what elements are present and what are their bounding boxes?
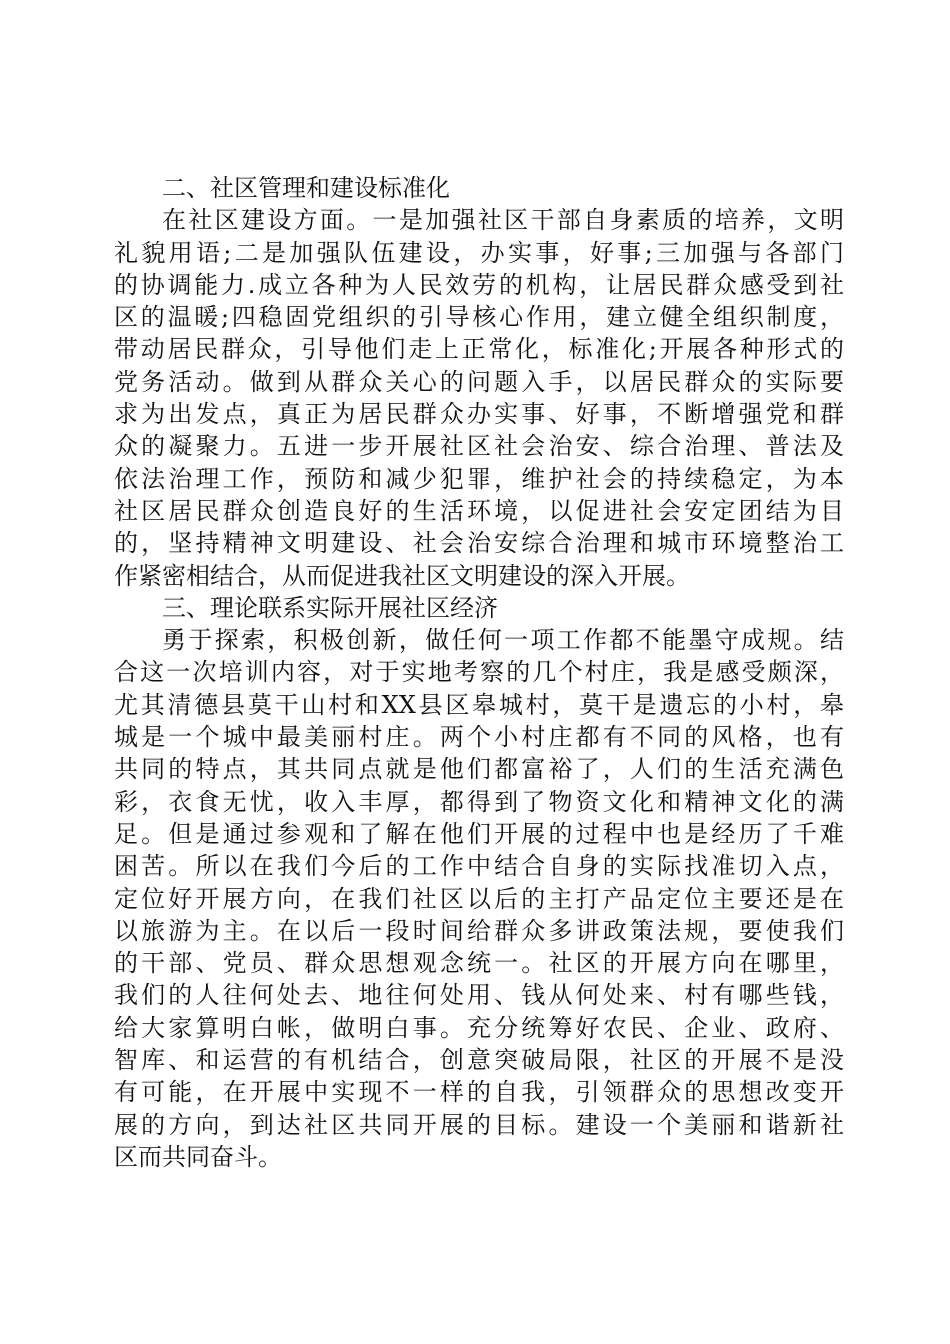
section-heading-3: 三、理论联系实际开展社区经济	[162, 593, 498, 622]
paragraph-line: 的，坚持精神文明建设、社会治安综合治理和城市环境整治工	[114, 529, 844, 558]
paragraph-line: 合这一次培训内容，对于实地考察的几个村庄，我是感受颇深，	[114, 658, 844, 687]
paragraph-line: 依法治理工作，预防和减少犯罪，维护社会的持续稳定，为本	[114, 464, 844, 493]
paragraph-line: 勇于探索，积极创新，做任何一项工作都不能墨守成规。结	[162, 626, 844, 655]
paragraph-line: 彩，衣食无忧，收入丰厚，都得到了物资文化和精神文化的满	[114, 787, 844, 816]
paragraph-line: 以旅游为主。在以后一段时间给群众多讲政策法规，要使我们	[114, 916, 844, 945]
paragraph-line: 困苦。所以在我们今后的工作中结合自身的实际找准切入点，	[114, 852, 844, 881]
paragraph-line: 尤其清德县莫干山村和XX县区皋城村，莫干是遗忘的小村，皋	[114, 690, 844, 719]
section-heading-2: 二、社区管理和建设标准化	[162, 174, 450, 202]
paragraph-line: 的干部、党员、群众思想观念统一。社区的开展方向在哪里，	[114, 949, 844, 978]
paragraph-line: 展的方向，到达社区共同开展的目标。建设一个美丽和谐新社	[114, 1110, 844, 1139]
paragraph-line: 给大家算明白帐，做明白事。充分统筹好农民、企业、政府、	[114, 1013, 844, 1042]
paragraph-line: 求为出发点，真正为居民群众办实事、好事，不断增强党和群	[114, 400, 844, 429]
paragraph-line: 党务活动。做到从群众关心的问题入手，以居民群众的实际要	[114, 367, 844, 396]
document-body	[114, 172, 844, 1173]
paragraph-line: 礼貌用语;二是加强队伍建设，办实事，好事;三加强与各部门	[114, 238, 844, 267]
paragraph-line: 定位好开展方向，在我们社区以后的主打产品定位主要还是在	[114, 884, 844, 913]
paragraph-line: 我们的人往何处去、地往何处用、钱从何处来、村有哪些钱，	[114, 981, 844, 1010]
paragraph-line: 有可能，在开展中实现不一样的自我，引领群众的思想改变开	[114, 1078, 844, 1107]
paragraph-line: 共同的特点，其共同点就是他们都富裕了，人们的生活充满色	[114, 755, 844, 784]
paragraph-line: 社区居民群众创造良好的生活环境，以促进社会安定团结为目	[114, 496, 844, 525]
paragraph-line: 城是一个城中最美丽村庄。两个小村庄都有不同的风格，也有	[114, 723, 844, 752]
paragraph-line: 的协调能力.成立各种为人民效劳的机构，让居民群众感受到社	[114, 270, 844, 299]
paragraph-line: 众的凝聚力。五进一步开展社区社会治安、综合治理、普法及	[114, 432, 844, 461]
paragraph-line: 区的温暖;四稳固党组织的引导核心作用，建立健全组织制度，	[114, 303, 844, 332]
paragraph-line: 足。但是通过参观和了解在他们开展的过程中也是经历了千难	[114, 819, 844, 848]
paragraph-line: 作紧密相结合，从而促进我社区文明建设的深入开展。	[114, 561, 690, 590]
paragraph-line: 区而共同奋斗。	[114, 1142, 282, 1171]
paragraph-line: 智库、和运营的有机结合，创意突破局限，社区的开展不是没	[114, 1046, 844, 1075]
paragraph-line: 带动居民群众，引导他们走上正常化，标准化;开展各种形式的	[114, 335, 844, 364]
paragraph-line: 在社区建设方面。一是加强社区干部自身素质的培养，文明	[162, 206, 844, 235]
